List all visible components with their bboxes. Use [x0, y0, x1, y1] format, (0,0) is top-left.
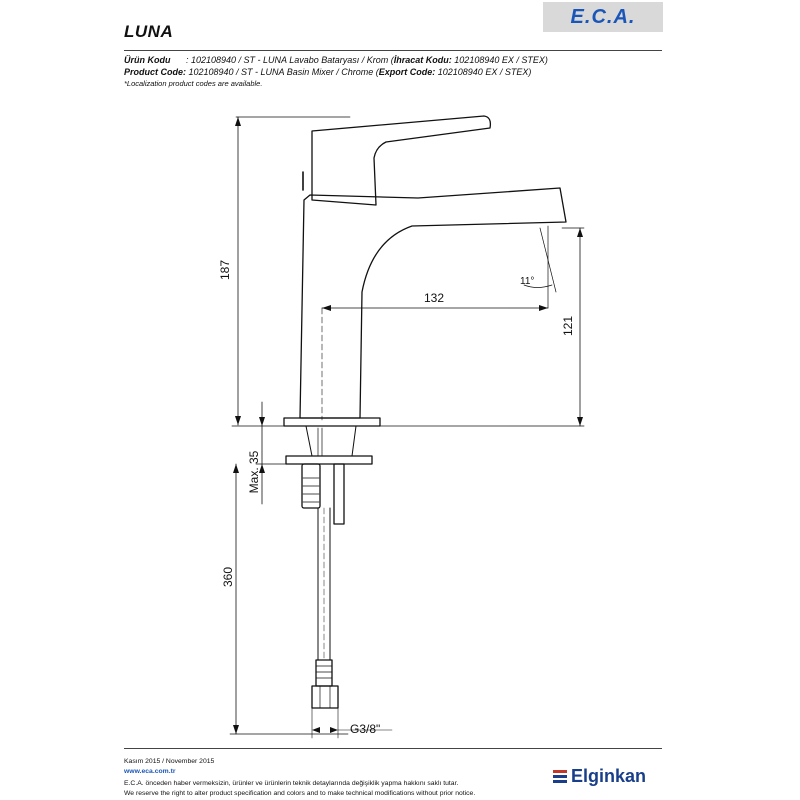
- connector-threads: [303, 478, 319, 502]
- product-title: LUNA: [124, 22, 174, 41]
- faucet-base-flange: [284, 418, 380, 426]
- faucet-handle: [312, 116, 490, 205]
- ihracat-value: 102108940 EX / STEX): [451, 55, 548, 65]
- elginkan-brand: Elginkan: [571, 766, 647, 786]
- ihracat-label: İhracat Kodu:: [393, 55, 452, 65]
- angle-label: 11°: [520, 276, 535, 287]
- hose-nut: [312, 686, 338, 708]
- eca-logo: E.C.A.: [570, 6, 636, 28]
- g38-arrows: [312, 727, 338, 733]
- mounting-washer: [286, 456, 372, 464]
- footer-divider: [124, 748, 662, 749]
- product-code-label: Product Code:: [124, 67, 186, 77]
- dim-35-label: Max. 35: [247, 450, 261, 494]
- dim-132-label: 132: [423, 291, 445, 305]
- elginkan-logo-icon: [553, 770, 567, 784]
- hose-fitting-knurl: [316, 666, 332, 678]
- document-date: Kasım 2015 / November 2015: [124, 758, 215, 765]
- disclaimer-english: We reserve the right to alter product specification and colors and to make technical modifications without prior notice.: [124, 790, 476, 797]
- website-link[interactable]: www.eca.com.tr: [124, 768, 176, 775]
- export-label: Export Code:: [378, 67, 436, 77]
- hose-end-fitting: [316, 660, 332, 686]
- shank-outline: [306, 426, 356, 456]
- urun-kodu-value: : 102108940 / ST - LUNA Lavabo Bataryası / Krom (: [186, 55, 394, 65]
- support-rod: [334, 464, 344, 524]
- dim-121-label: 121: [561, 315, 575, 337]
- disclaimer-turkish: E.C.A. önceden haber vermeksizin, ürünler ve ürünlerin teknik detaylarında değişiklik yapma hakkını saklı tutar.: [124, 780, 459, 787]
- urun-kodu-label: Ürün Kodu: [124, 55, 171, 65]
- export-value: 102108940 EX / STEX): [435, 67, 532, 77]
- g38-label: G3/8": [350, 722, 381, 736]
- dim-360-label: 360: [221, 566, 235, 588]
- localization-note: *Localization product codes are available.: [124, 79, 263, 88]
- product-code-value: 102108940 / ST - LUNA Basin Mixer / Chrome (: [186, 67, 379, 77]
- dim-187-label: 187: [218, 259, 232, 281]
